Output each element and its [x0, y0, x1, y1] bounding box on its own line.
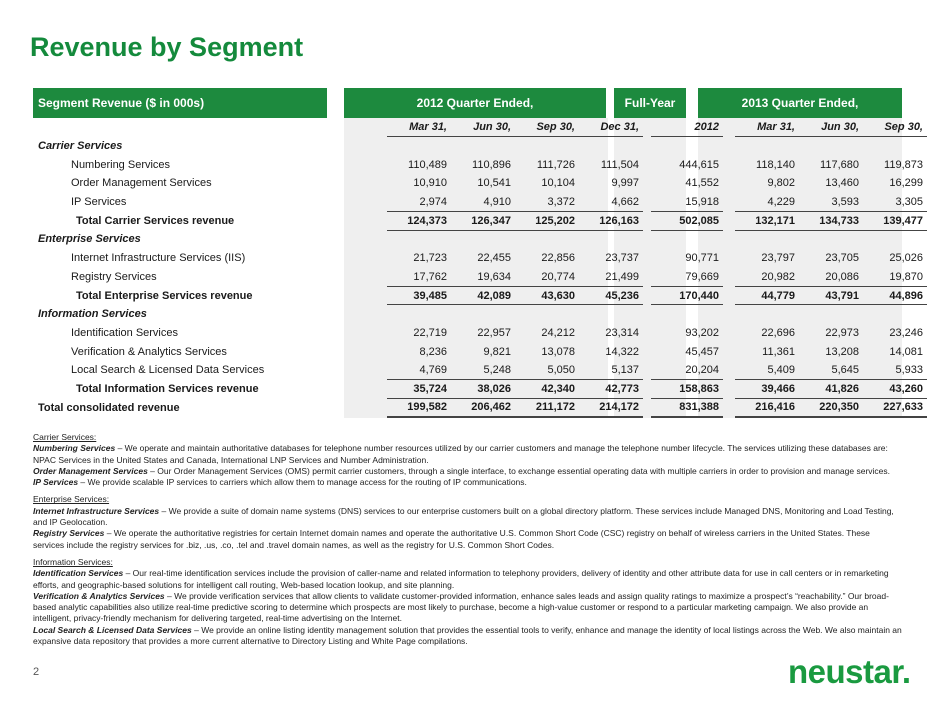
row-label: Registry Services	[71, 270, 157, 283]
value-cell: 9,821	[483, 345, 511, 358]
row-label: Verification & Analytics Services	[71, 345, 227, 358]
table-row	[33, 342, 927, 361]
value-cell: 42,089	[451, 286, 515, 305]
value-cell: 13,078	[541, 345, 575, 358]
value-cell: 17,762	[413, 270, 447, 283]
value-cell: 79,669	[685, 270, 719, 283]
value-cell: 13,460	[825, 177, 859, 190]
row-label: Enterprise Services	[38, 233, 141, 246]
value-cell: 227,633	[863, 398, 927, 417]
value-cell: 38,026	[451, 380, 515, 399]
table-row	[33, 268, 927, 287]
quarter-2012-header: 2012 Quarter Ended,	[344, 88, 606, 118]
note-term: Registry Services	[33, 528, 105, 539]
value-cell: 22,856	[541, 252, 575, 265]
value-cell: 11,361	[762, 345, 795, 358]
value-cell: 22,957	[477, 326, 511, 339]
table-row	[33, 174, 927, 193]
table-row	[33, 193, 927, 212]
value-cell: 3,372	[547, 195, 575, 208]
note-term: IP Services	[33, 477, 79, 488]
value-cell: 10,541	[477, 177, 511, 190]
note-text: – We provide scalable IP services to carriers which allow them to manage access for the routing of IP communications.	[78, 477, 527, 488]
note-term: Internet Infrastructure Services	[33, 505, 160, 516]
note-text: – We provide a suite of domain name systems (DNS) services to our enterprise customers built on a global directory platform. These services include Managed DNS, Monitoring and Load Testing, and IP Geolocation.	[33, 505, 894, 528]
total-row	[33, 398, 927, 417]
value-cell: 117,680	[820, 158, 859, 171]
note-term: Verification & Analytics Services	[33, 590, 165, 601]
value-cell: 93,202	[685, 326, 719, 339]
note-section	[33, 557, 903, 647]
row-label: Total Carrier Services revenue	[76, 214, 235, 227]
value-cell: 42,340	[515, 380, 579, 399]
category-row	[33, 305, 927, 324]
column-header: Dec 31,	[579, 118, 643, 137]
value-cell: 43,791	[799, 286, 863, 305]
note-entry	[33, 568, 903, 591]
value-cell: 5,645	[831, 364, 859, 377]
value-cell: 20,086	[825, 270, 859, 283]
row-label: Total Information Services revenue	[76, 382, 259, 395]
segment-descriptions	[33, 432, 903, 653]
value-cell: 25,026	[889, 252, 923, 265]
column-header: Jun 30,	[799, 118, 863, 137]
segment-header: Segment Revenue ($ in 000s)	[33, 88, 327, 118]
row-label: Order Management Services	[71, 177, 212, 190]
table-row	[33, 324, 927, 343]
value-cell: 206,462	[451, 398, 515, 417]
value-cell: 22,973	[825, 326, 859, 339]
table-row	[33, 361, 927, 380]
column-header: Jun 30,	[451, 118, 515, 137]
note-text: – Our real-time identification services include the provision of caller-name and related information to telephony providers, delivery of identity and other attribute data for use in call centers or in remarketing efforts, and geographic-based solutions for intelligent call routing, Web-based location lookup, and site planning.	[33, 568, 889, 590]
note-text: – We operate and maintain authoritative databases for telephone number resources utilized by our carrier customers and manage the telephone number lifecycle. The services utilizing these databases are: NPAC Services in the United States and Canada, International LNP Services and Number Administration.	[33, 443, 888, 465]
value-cell: 22,455	[477, 252, 511, 265]
value-cell: 14,081	[889, 345, 923, 358]
row-label: Total Enterprise Services revenue	[76, 289, 253, 302]
value-cell: 9,997	[611, 177, 639, 190]
note-term: Local Search & Licensed Data Services	[33, 624, 192, 635]
row-label: Numbering Services	[71, 158, 171, 171]
value-cell: 35,724	[387, 380, 451, 399]
note-text: – We provide an online listing identity management solution that provides the essential tools to verify, enhance and manage the identity of local listings across the Web. We also maintain an expansive data repository that provides a more current alternative to Directory Listing and White Page compilations.	[33, 624, 902, 647]
row-label: Local Search & Licensed Data Services	[71, 364, 265, 377]
value-cell: 111,726	[536, 158, 575, 171]
value-cell: 14,322	[605, 345, 639, 358]
value-cell: 134,733	[799, 211, 863, 230]
value-cell: 124,373	[387, 211, 451, 230]
value-cell: 502,085	[651, 211, 723, 230]
note-entry	[33, 506, 903, 529]
column-header-spacer	[33, 118, 370, 137]
note-text: – We operate the authoritative registries for certain Internet domain names and operate the authoritative U.S. Common Short Code (CSC) registry on behalf of wireless carriers in the United States. These services include the registry services for .biz, .us, .co, .tel and .travel domain names, as well as the registry for U.S. Common Short Codes.	[33, 528, 870, 550]
value-cell: 44,779	[735, 286, 799, 305]
note-text: – Our Order Management Services (OMS) permit carrier customers, through a single interface, to exchange essential operating data with multiple carriers in order to provision and manage services.	[147, 465, 891, 476]
value-cell: 132,171	[735, 211, 799, 230]
page-number: 2	[33, 666, 40, 678]
note-text: – We provide verification services that allow clients to validate customer-provided information, enhance sales leads and assign quality ratings to maximize a prospect’s “reachability.” Our broad-based analytic capabilities also utilize real-time predictive scoring to determine which prospects are most likely to purchase, become a high-value customer or respond to a particular marketing campaign. We also provide an intelligent, privacy-friendly mechanism for delivering targeted, real-time advertising on the Internet.	[33, 590, 889, 624]
column-header: Sep 30,	[515, 118, 579, 137]
total-row	[33, 286, 927, 305]
row-label: IP Services	[71, 196, 127, 209]
value-cell: 22,719	[413, 326, 447, 339]
value-cell: 21,499	[605, 270, 639, 283]
value-cell: 23,737	[605, 252, 639, 265]
category-row	[33, 137, 927, 156]
value-cell: 19,870	[889, 270, 923, 283]
value-cell: 126,347	[451, 211, 515, 230]
value-cell: 110,489	[408, 158, 447, 171]
value-cell: 220,350	[799, 398, 863, 417]
value-cell: 39,485	[387, 286, 451, 305]
value-cell: 111,504	[600, 158, 639, 171]
column-header-row	[33, 118, 927, 137]
value-cell: 20,204	[685, 364, 719, 377]
value-cell: 13,208	[825, 345, 859, 358]
value-cell: 41,826	[799, 380, 863, 399]
value-cell: 16,299	[889, 177, 923, 190]
value-cell: 43,260	[863, 380, 927, 399]
value-cell: 110,896	[472, 158, 511, 171]
row-label: Carrier Services	[38, 140, 123, 153]
value-cell: 5,248	[483, 364, 511, 377]
note-entry	[33, 528, 903, 551]
note-term: Identification Services	[33, 568, 124, 579]
value-cell: 45,457	[685, 345, 719, 358]
value-cell: 4,662	[611, 195, 639, 208]
value-cell: 3,305	[895, 195, 923, 208]
row-label: Internet Infrastructure Services (IIS)	[71, 252, 246, 265]
value-cell: 44,896	[863, 286, 927, 305]
value-cell: 4,229	[767, 195, 795, 208]
value-cell: 170,440	[651, 286, 723, 305]
note-heading: Information Services:	[33, 556, 113, 567]
value-cell: 20,982	[761, 270, 795, 283]
value-cell: 139,477	[863, 211, 927, 230]
value-cell: 125,202	[515, 211, 579, 230]
value-cell: 118,140	[756, 158, 795, 171]
value-cell: 22,696	[761, 326, 795, 339]
value-cell: 45,236	[579, 286, 643, 305]
value-cell: 24,212	[541, 326, 575, 339]
value-cell: 15,918	[685, 195, 719, 208]
value-cell: 831,388	[651, 398, 723, 417]
value-cell: 2,974	[419, 195, 447, 208]
value-cell: 5,050	[547, 364, 575, 377]
table-row	[33, 155, 927, 174]
quarter-2013-header: 2013 Quarter Ended,	[698, 88, 902, 118]
segment-revenue-table	[33, 118, 927, 418]
value-cell: 158,863	[651, 380, 723, 399]
note-entry	[33, 466, 903, 477]
note-entry	[33, 477, 903, 488]
value-cell: 90,771	[685, 252, 719, 265]
column-header: Sep 30,	[863, 118, 927, 137]
value-cell: 3,593	[831, 195, 859, 208]
note-term: Order Management Services	[33, 465, 148, 476]
column-header: 2012	[651, 118, 723, 137]
value-cell: 214,172	[579, 398, 643, 417]
value-cell: 211,172	[515, 398, 579, 417]
value-cell: 10,910	[413, 177, 447, 190]
row-label: Information Services	[38, 308, 147, 321]
table-row	[33, 249, 927, 268]
note-heading: Enterprise Services:	[33, 494, 110, 505]
value-cell: 4,910	[483, 195, 511, 208]
note-term: Numbering Services	[33, 443, 116, 454]
row-label: Identification Services	[71, 326, 178, 339]
value-cell: 23,314	[605, 326, 639, 339]
note-heading: Carrier Services:	[33, 432, 97, 442]
value-cell: 23,705	[825, 252, 859, 265]
note-entry	[33, 625, 903, 648]
value-cell: 5,137	[611, 364, 639, 377]
value-cell: 9,802	[767, 177, 795, 190]
category-row	[33, 230, 927, 249]
total-row	[33, 380, 927, 399]
note-entry	[33, 443, 903, 466]
value-cell: 5,933	[895, 364, 923, 377]
value-cell: 23,246	[889, 326, 923, 339]
value-cell: 119,873	[884, 158, 923, 171]
value-cell: 43,630	[515, 286, 579, 305]
value-cell: 19,634	[477, 270, 511, 283]
column-header: Mar 31,	[735, 118, 799, 137]
value-cell: 126,163	[579, 211, 643, 230]
value-cell: 8,236	[419, 345, 447, 358]
value-cell: 23,797	[761, 252, 795, 265]
value-cell: 39,466	[735, 380, 799, 399]
page-title: Revenue by Segment	[30, 32, 304, 62]
note-section	[33, 494, 903, 550]
value-cell: 41,552	[685, 177, 719, 190]
full-year-header: Full-Year	[614, 88, 686, 118]
value-cell: 444,615	[679, 158, 719, 171]
note-entry	[33, 591, 903, 625]
value-cell: 20,774	[541, 270, 575, 283]
total-row	[33, 211, 927, 230]
value-cell: 21,723	[413, 252, 447, 265]
value-cell: 42,773	[579, 380, 643, 399]
value-cell: 199,582	[387, 398, 451, 417]
value-cell: 216,416	[735, 398, 799, 417]
note-section	[33, 432, 903, 488]
neustar-logo: neustar.	[788, 653, 911, 690]
value-cell: 10,104	[541, 177, 575, 190]
value-cell: 5,409	[767, 364, 795, 377]
value-cell: 4,769	[419, 364, 447, 377]
row-label: Total consolidated revenue	[38, 401, 180, 414]
column-header: Mar 31,	[387, 118, 451, 137]
